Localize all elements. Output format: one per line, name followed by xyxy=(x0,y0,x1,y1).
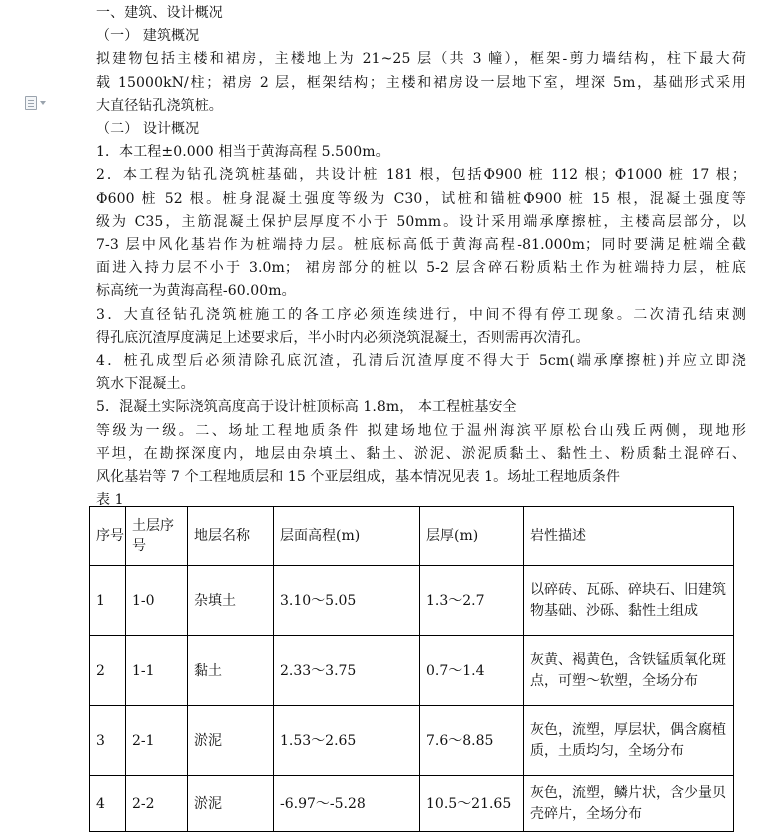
table-cell: 7.6～8.85 xyxy=(420,706,524,776)
paragraph-line: 4．桩孔成型后必须清除孔底沉渣，孔清后沉渣厚度不得大于 5cm(端承摩擦桩)并应立即浇 xyxy=(96,353,746,370)
header-cell: 土层序号 xyxy=(126,507,188,566)
table-cell: 3 xyxy=(90,706,126,776)
page-glyph xyxy=(25,96,37,110)
table-row xyxy=(90,776,734,832)
table-cell: 1-1 xyxy=(126,636,188,706)
chevron-down-icon xyxy=(40,101,46,105)
table-cell: 1.3～2.7 xyxy=(420,566,524,636)
table-cell: 杂填土 xyxy=(188,566,274,636)
heading-1: 一、建筑、设计概况 xyxy=(96,5,223,21)
paragraph-line: 标高统一为黄海高程-60.00m。 xyxy=(96,283,296,300)
table-row xyxy=(90,566,734,636)
geology-table xyxy=(89,506,734,832)
table-cell: -6.97～-5.28 xyxy=(274,776,420,832)
paragraph-line: 拟建物包括主楼和裙房，主楼地上为 21~25 层（共 3 幢），框架-剪力墙结构，柱下最大荷 xyxy=(96,51,746,68)
paragraph-line: 1．本工程±0.000 相当于黄海高程 5.500m。 xyxy=(96,144,390,161)
paragraph-line: 2．本工程为钻孔浇筑桩基础，共设计桩 181 根，包括Φ900 桩 112 根；Φ1000 桩 17 根； xyxy=(96,167,746,184)
paragraph-line: 5．混凝土实际浇筑高度高于设计桩顶标高 1.8m， 本工程桩基安全 xyxy=(96,399,517,416)
header-cell: 层厚(m) xyxy=(420,507,524,566)
table-cell: 2-2 xyxy=(126,776,188,832)
table-cell: 4 xyxy=(90,776,126,832)
paragraph-line: 筑水下混凝土。 xyxy=(96,376,195,393)
header-cell: 序号 xyxy=(90,507,126,566)
paragraph-line: 载 15000kN/柱；裙房 2 层，框架结构；主楼和裙房设一层地下室，埋深 5m，基础形式采用 xyxy=(96,74,746,91)
table-cell: 1.53～2.65 xyxy=(274,706,420,776)
table-cell: 淤泥 xyxy=(188,706,274,776)
paragraph-line: 3．大直径钻孔浇筑桩施工的各工序必须连续进行，中间不得有停工现象。二次清孔结束测 xyxy=(96,306,746,323)
table-caption: 表 1 xyxy=(96,492,124,509)
body-text xyxy=(96,2,746,512)
table-cell: 2 xyxy=(90,636,126,706)
table-cell: 0.7～1.4 xyxy=(420,636,524,706)
header-cell: 层面高程(m) xyxy=(274,507,420,566)
table-cell: 灰黄、褐黄色，含铁锰质氧化斑点，可塑～软塑，全场分布 xyxy=(524,636,734,706)
paragraph-line: 大直径钻孔浇筑桩。 xyxy=(96,97,223,114)
header-cell: 岩性描述 xyxy=(524,507,734,566)
table-cell: 1-0 xyxy=(126,566,188,636)
table-cell: 灰色，流塑，厚层状，偶含腐植质，土质均匀，全场分布 xyxy=(524,706,734,776)
paragraph-line: 得孔底沉渣厚度满足上述要求后，半小时内必须浇筑混凝土，否则需再次清孔。 xyxy=(96,329,590,346)
table-cell: 1 xyxy=(90,566,126,636)
table-row xyxy=(90,636,734,706)
table-cell: 3.10～5.05 xyxy=(274,566,420,636)
paragraph-line: 风化基岩等 7 个工程地质层和 15 个亚层组成，基本情况见表 1。场址工程地质条件 xyxy=(96,469,621,486)
table-cell: 以碎砖、瓦砾、碎块石、旧建筑物基础、沙砾、黏性土组成 xyxy=(524,566,734,636)
paragraph-line: 面进入持力层不小于 3.0m； 裙房部分的桩以 5-2 层含碎石粉质粘土作为桩端持力层，桩底 xyxy=(96,260,746,277)
table-cell: 2-1 xyxy=(126,706,188,776)
paragraph-line: 级为 C35，主筋混凝土保护层厚度不小于 50mm。设计采用端承摩擦桩，主楼高层部分，以 xyxy=(96,213,746,230)
document-icon[interactable] xyxy=(25,96,51,110)
heading-architecture: （一） 建筑概况 xyxy=(96,28,200,45)
table-cell: 黏土 xyxy=(188,636,274,706)
table-cell: 2.33～3.75 xyxy=(274,636,420,706)
heading-design: （二） 设计概况 xyxy=(96,121,200,138)
paragraph-line: Φ600 桩 52 根。桩身混凝土强度等级为 C30，试桩和锚桩Φ900 桩 15 根，混凝土强度等 xyxy=(96,190,746,207)
table-row xyxy=(90,706,734,776)
paragraph-line: 7-3 层中风化基岩作为桩端持力层。桩底标高低于黄海高程-81.000m；同时要满足桩端全截 xyxy=(96,237,746,254)
paragraph-line: 平坦，在勘探深度内，地层由杂填土、黏土、淤泥、淤泥质黏土、黏性土、粉质黏土混碎石、 xyxy=(96,445,746,462)
paragraph-line: 等级为一级。二、场址工程地质条件 拟建场地位于温州海滨平原松台山残丘两侧，现地形 xyxy=(96,422,746,439)
table-header-row xyxy=(90,507,734,566)
table-cell: 灰色，流塑，鳞片状，含少量贝壳碎片，全场分布 xyxy=(524,776,734,832)
table-cell: 淤泥 xyxy=(188,776,274,832)
table-cell: 10.5～21.65 xyxy=(420,776,524,832)
header-cell: 地层名称 xyxy=(188,507,274,566)
